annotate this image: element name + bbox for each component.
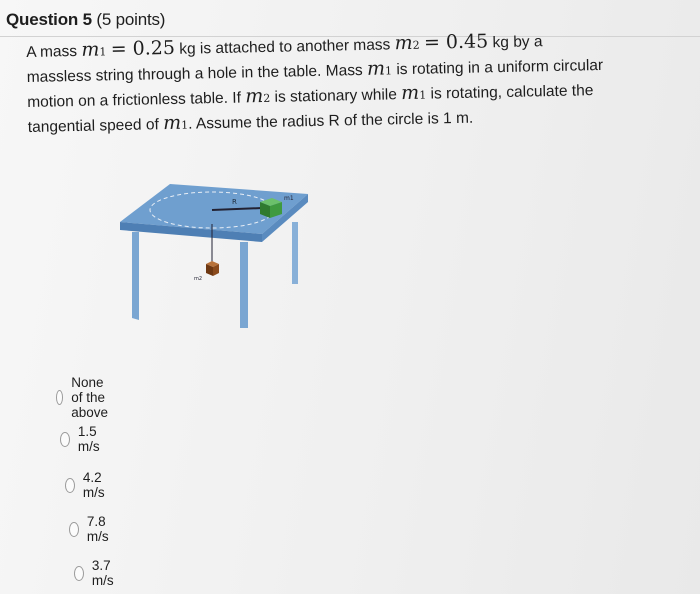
option-label: 1.5 m/s [77,424,100,454]
subscript-1: 1 [384,64,393,78]
option-7-8-m-s[interactable] [69,514,114,544]
text-segment: motion on a frictionless table. If [27,89,242,111]
text-segment: kg is attached to another mass [179,36,391,58]
option-none-of-the-above[interactable] [56,375,116,420]
symbol-m1: m [400,81,420,105]
label-m2: m2 [194,276,203,282]
text-segment: massless string through a hole in the table. Mass [26,61,363,86]
label-m1: m1 [284,195,294,202]
label-r: R [232,198,237,206]
radio-button[interactable] [60,432,70,447]
symbol-m1: m [366,57,386,80]
radio-button[interactable] [74,566,84,581]
option-3-7-m-s[interactable] [74,558,119,588]
subscript-2: 2 [263,91,271,106]
question-number: Question 5 [6,10,92,29]
option-label: 4.2 m/s [82,470,105,500]
text-segment: tangential speed of [27,116,159,136]
text-segment: is rotating in a uniform circular [396,56,604,79]
symbol-m1: m [162,111,182,135]
radio-button[interactable] [65,478,75,493]
symbol-m1: m [81,38,100,61]
subscript-1: 1 [99,45,107,59]
symbol-m2: m [394,31,413,55]
mass2-value: = 0.45 [423,30,489,54]
subscript-1: 1 [419,88,427,102]
table-leg-back-right [292,222,298,284]
option-label: 7.8 m/s [86,514,109,544]
text-segment: . Assume the radius R of the circle is 1 m. [187,109,474,133]
text-segment: A mass [26,42,78,61]
question-header [6,10,165,30]
option-1-5-m-s[interactable] [60,424,105,454]
subscript-1: 1 [181,118,189,132]
text-segment: kg by a [492,33,543,52]
table-leg-front-left [132,232,139,320]
option-label: None of the above [71,375,109,420]
text-segment: is rotating, calculate the [430,82,594,103]
table-leg-front-right [240,242,248,328]
radio-button[interactable] [56,390,63,405]
question-points: (5 points) [96,10,166,29]
option-4-2-m-s[interactable] [65,470,110,500]
mass1-value: = 0.25 [110,36,176,61]
text-segment: is stationary while [274,86,398,106]
option-label: 3.7 m/s [91,558,114,588]
table-diagram [112,172,322,332]
question-text [26,26,700,140]
symbol-m2: m [244,85,264,108]
radio-button[interactable] [69,522,79,537]
subscript-2: 2 [412,38,420,52]
